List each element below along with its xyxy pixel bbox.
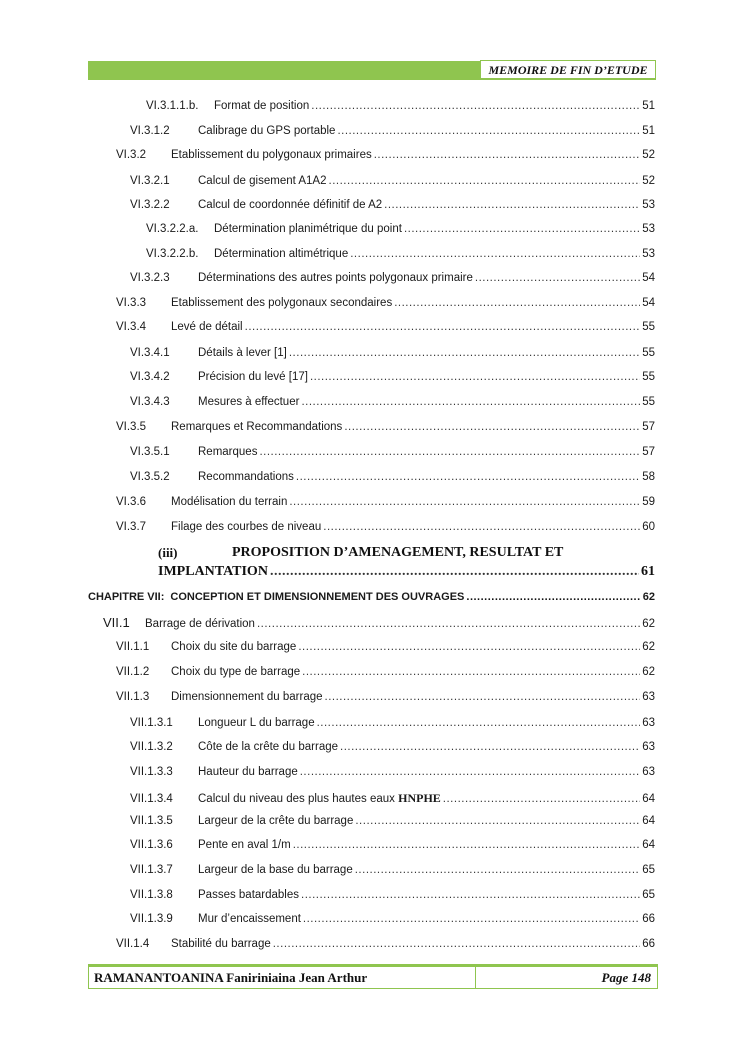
toc-title: Levé de détail (171, 321, 243, 333)
toc-title: Détails à lever [1] (198, 347, 287, 359)
toc-entry[interactable] (130, 471, 655, 483)
toc-page: 53 (642, 223, 655, 235)
footer-page-number: Page 148 (601, 970, 651, 985)
toc-leader (296, 471, 640, 483)
toc-entry[interactable] (116, 938, 655, 950)
toc-number: VI.3.2.2.a. (146, 223, 199, 235)
toc-number: VI.3.1.2 (130, 125, 170, 137)
toc-title: Longueur L du barrage (198, 717, 315, 729)
toc-number: VII.1.2 (116, 666, 150, 678)
toc-title-text: Calcul du niveau des plus hautes eaux (198, 793, 395, 805)
toc-number: (iii) (158, 545, 178, 560)
toc-number: VII.1.3.8 (130, 889, 173, 901)
toc-page: 65 (642, 889, 655, 901)
toc-entry[interactable] (130, 446, 655, 458)
toc-title: Remarques et Recommandations (171, 421, 343, 433)
toc-leader (475, 272, 640, 284)
toc-leader (298, 641, 640, 653)
toc-leader (293, 839, 641, 851)
toc-title: Calcul de gisement A1A2 (198, 175, 327, 187)
toc-entry[interactable] (116, 421, 655, 433)
toc-number: VII.1.1 (116, 641, 150, 653)
toc-entry[interactable] (130, 175, 655, 187)
toc-page: 58 (642, 471, 655, 483)
toc-entry[interactable] (103, 615, 655, 630)
toc-title-line2: IMPLANTATION (158, 564, 268, 579)
toc-number: VI.3.4 (116, 321, 147, 333)
toc-leader (300, 766, 640, 778)
header-title: MEMOIRE DE FIN D’ETUDE (480, 60, 656, 79)
toc-page: 59 (642, 496, 655, 508)
toc-leader (323, 521, 640, 533)
toc-leader (289, 347, 640, 359)
toc-number: VI.3.4.3 (130, 396, 170, 408)
toc-title: Mur d’encaissement (198, 913, 301, 925)
toc-title: Choix du site du barrage (171, 641, 297, 653)
toc-page: 64 (642, 815, 655, 827)
toc-number: VI.3.4.2 (130, 371, 170, 383)
toc-leader (325, 691, 641, 703)
toc-number: VI.3.2.2.b. (146, 248, 199, 260)
toc-number: VII.1.4 (116, 938, 150, 950)
toc-page: 61 (641, 564, 655, 579)
toc-title: Largeur de la crête du barrage (198, 815, 354, 827)
page-footer (88, 967, 658, 989)
toc-entry[interactable] (130, 791, 655, 806)
toc-entry[interactable] (130, 199, 655, 211)
toc-title: Format de position (214, 100, 310, 112)
toc-page: 54 (642, 272, 655, 284)
toc-page: 63 (642, 717, 655, 729)
toc-leader (443, 793, 640, 805)
toc-entry[interactable] (130, 371, 655, 383)
toc-entry[interactable] (116, 691, 655, 703)
toc-page: 51 (642, 125, 655, 137)
toc-number: VII.1.3.2 (130, 741, 173, 753)
toc-leader (466, 591, 640, 603)
toc-chapter-entry[interactable] (88, 591, 655, 603)
footer-author: RAMANANTOANINA Faniriniaina Jean Arthur (89, 967, 476, 988)
toc-title: Détermination planimétrique du point (214, 223, 402, 235)
toc-number: VII.1.3.4 (130, 793, 173, 805)
toc-leader (350, 248, 640, 260)
toc-leader (245, 321, 641, 333)
toc-leader (317, 717, 641, 729)
toc-title: Côte de la crête du barrage (198, 741, 339, 753)
toc-leader (310, 371, 640, 383)
toc-entry[interactable] (116, 641, 655, 653)
toc-number: VII.1.3.9 (130, 913, 173, 925)
toc-entry[interactable] (130, 766, 655, 778)
toc-number: VI.3.3 (116, 297, 147, 309)
toc-title: Dimensionnement du barrage (171, 691, 323, 703)
toc-number: VI.3.2 (116, 149, 147, 161)
toc-entry[interactable] (116, 496, 655, 508)
toc-entry[interactable] (130, 741, 655, 753)
toc-entry[interactable] (116, 149, 655, 161)
toc-number: VI.3.2.1 (130, 175, 170, 187)
toc-leader (355, 815, 640, 827)
toc-page: 53 (642, 199, 655, 211)
toc-entry[interactable] (146, 100, 655, 112)
toc-entry[interactable] (130, 396, 655, 408)
toc-page: 64 (642, 793, 655, 805)
toc-title: Pente en aval 1/m (198, 839, 291, 851)
toc-page: 66 (642, 913, 655, 925)
toc-page: 62 (642, 666, 655, 678)
toc-page: 55 (642, 396, 655, 408)
toc-leader (259, 446, 640, 458)
toc-page: 57 (642, 421, 655, 433)
toc-leader (273, 938, 640, 950)
toc-title-line1: PROPOSITION D’AMENAGEMENT, RESULTAT ET (232, 545, 564, 560)
toc-leader (311, 100, 640, 112)
toc-entry[interactable] (116, 321, 655, 333)
header-green-bar (88, 61, 480, 78)
toc-title: Recommandations (198, 471, 294, 483)
toc-page: 57 (642, 446, 655, 458)
toc-entry[interactable] (116, 666, 655, 678)
toc-entry[interactable] (116, 521, 655, 533)
toc-entry[interactable] (130, 717, 655, 729)
toc-page: 53 (642, 248, 655, 260)
toc-page: 54 (642, 297, 655, 309)
toc-number: VII.1.3 (116, 691, 150, 703)
toc-leader (329, 175, 641, 187)
toc-title: Etablissement des polygonaux secondaires (171, 297, 393, 309)
toc-title: Remarques (198, 446, 258, 458)
toc-page: 52 (642, 149, 655, 161)
toc-title: Passes batardables (198, 889, 300, 901)
toc-entry[interactable] (130, 815, 655, 827)
toc-leader (404, 223, 640, 235)
toc-number: VI.3.6 (116, 496, 147, 508)
toc-number: VI.3.5.2 (130, 471, 170, 483)
toc-number: VII.1.3.3 (130, 766, 173, 778)
toc-title: Stabilité du barrage (171, 938, 271, 950)
toc-leader (301, 889, 640, 901)
toc-number: VII.1.3.7 (130, 864, 173, 876)
toc-leader (257, 618, 640, 630)
toc-number: VI.3.5.1 (130, 446, 170, 458)
toc-page: 62 (642, 591, 655, 603)
toc-page: 63 (642, 766, 655, 778)
toc-title (198, 791, 441, 806)
toc-number: VI.3.1.1.b. (146, 100, 199, 112)
toc-entry[interactable] (146, 223, 655, 235)
toc-page: 64 (642, 839, 655, 851)
toc-number: VII.1.3.1 (130, 717, 173, 729)
toc-page: 62 (642, 641, 655, 653)
page-header (88, 61, 656, 79)
toc-leader (344, 421, 640, 433)
toc-title: Modélisation du terrain (171, 496, 288, 508)
toc-entry[interactable] (130, 913, 655, 925)
toc-title: Calcul de coordonnée définitif de A2 (198, 199, 383, 211)
toc-leader (301, 396, 640, 408)
toc-leader (270, 564, 639, 580)
toc-number: VI.3.2.3 (130, 272, 170, 284)
toc-leader (337, 125, 640, 137)
toc-number: VII.1.3.5 (130, 815, 173, 827)
toc-entry[interactable] (130, 125, 655, 137)
toc-page: 51 (642, 100, 655, 112)
toc-page: 63 (642, 741, 655, 753)
toc-leader (384, 199, 640, 211)
toc-leader (303, 913, 640, 925)
toc-entry-section-iii[interactable] (158, 545, 655, 580)
toc-leader (289, 496, 640, 508)
toc-title: Précision du levé [17] (198, 371, 308, 383)
toc-title: Filage des courbes de niveau (171, 521, 322, 533)
toc-number: CHAPITRE VII: (88, 591, 165, 603)
toc-leader (374, 149, 640, 161)
toc-page: 60 (642, 521, 655, 533)
toc-page: 65 (642, 864, 655, 876)
toc-page: 66 (642, 938, 655, 950)
header-rule (88, 78, 656, 80)
toc-entry[interactable] (130, 864, 655, 876)
toc-leader (355, 864, 640, 876)
toc-number: VI.3.4.1 (130, 347, 170, 359)
toc-title: Calibrage du GPS portable (198, 125, 336, 137)
toc-entry[interactable] (130, 839, 655, 851)
toc-entry[interactable] (146, 248, 655, 260)
toc-page: 55 (642, 371, 655, 383)
toc-title: Hauteur du barrage (198, 766, 298, 778)
toc-leader (340, 741, 640, 753)
toc-page: 55 (642, 321, 655, 333)
toc-entry[interactable] (130, 272, 655, 284)
toc-leader (302, 666, 640, 678)
toc-entry[interactable] (116, 297, 655, 309)
toc-title: Choix du type de barrage (171, 666, 301, 678)
toc-number: VII.1 (103, 615, 130, 630)
toc-entry[interactable] (130, 889, 655, 901)
toc-leader (394, 297, 640, 309)
toc-page: 63 (642, 691, 655, 703)
toc-title: Etablissement du polygonaux primaires (171, 149, 372, 161)
toc-title: Déterminations des autres points polygonaux primaire (198, 272, 473, 284)
toc-title: CONCEPTION ET DIMENSIONNEMENT DES OUVRAGES (170, 591, 465, 603)
toc-number: VI.3.2.2 (130, 199, 170, 211)
toc-title-bold: HNPHE (398, 791, 441, 805)
toc-number: VI.3.5 (116, 421, 147, 433)
toc-number: VI.3.7 (116, 521, 147, 533)
toc-title: Barrage de dérivation (145, 618, 255, 630)
toc-page: 62 (642, 618, 655, 630)
toc-title: Largeur de la base du barrage (198, 864, 353, 876)
toc-page: 52 (642, 175, 655, 187)
toc-number: VII.1.3.6 (130, 839, 173, 851)
toc-title: Détermination altimétrique (214, 248, 349, 260)
toc-page: 55 (642, 347, 655, 359)
toc-entry[interactable] (130, 347, 655, 359)
toc-title: Mesures à effectuer (198, 396, 300, 408)
